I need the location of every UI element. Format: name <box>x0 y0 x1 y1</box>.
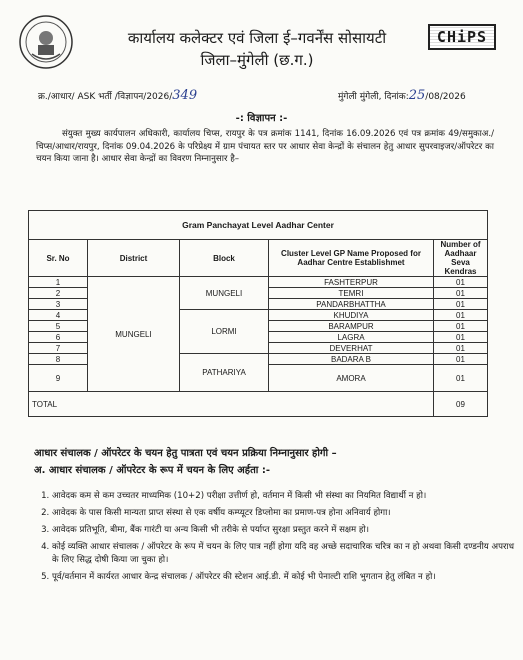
table-total-row <box>29 392 488 417</box>
reference-number <box>38 88 197 103</box>
date-prefix: मुंगेली मुंगेली, दिनांक: <box>338 92 409 102</box>
date-line <box>338 88 466 103</box>
cell-block-pathariya: PATHARIYA <box>180 354 269 392</box>
cell-gp: AMORA <box>269 365 434 392</box>
list-item: 2. आवेदक के पास किसी मान्यता प्राप्त संस्था से एक वर्षीय कम्प्यूटर डिप्लोमा का प्रमाण-पत्र होना अनिवार्य होगा। <box>52 507 514 520</box>
cell-count: 01 <box>434 354 488 365</box>
cell-srno: 9 <box>29 365 88 392</box>
col-header-district: District <box>88 240 180 277</box>
cell-srno: 2 <box>29 288 88 299</box>
total-label: TOTAL <box>29 392 434 417</box>
cell-count: 01 <box>434 332 488 343</box>
cell-district: MUNGELI <box>88 277 180 392</box>
cell-count: 01 <box>434 277 488 288</box>
cell-gp: FASHTERPUR <box>269 277 434 288</box>
table-row <box>29 277 488 288</box>
col-header-gp: Cluster Level GP Name Proposed for Aadhar Centre Establishmet <box>269 240 434 277</box>
cell-gp: LAGRA <box>269 332 434 343</box>
cell-srno: 1 <box>29 277 88 288</box>
reference-prefix: क्र./आधार/ ASK भर्ती /विज्ञापन/2026/ <box>38 92 173 102</box>
cell-count: 01 <box>434 288 488 299</box>
cell-srno: 8 <box>29 354 88 365</box>
notice-title: -: विज्ञापन :- <box>235 113 288 124</box>
list-item: 5. पूर्व/वर्तमान में कार्यरत आधार केन्द्र संचालक / ऑपरेटर की स्टेशन आई.डी. में कोई भी पेनाल्टी राशि भुगतान हेतु लंबित न हो। <box>52 571 514 584</box>
cell-srno: 7 <box>29 343 88 354</box>
list-item: 1. आवेदक कम से कम उच्चतर माध्यमिक (10+2) परीक्षा उत्तीर्ण हो, वर्तमान में किसी भी संस्था का नियमित विद्यार्थी न हो। <box>52 490 514 503</box>
table-title: Gram Panchayat Level Aadhar Center <box>29 211 488 240</box>
date-rest: /08/2026 <box>425 92 466 102</box>
date-handwritten-day: 25 <box>408 88 426 103</box>
cell-gp: PANDARBHATTHA <box>269 299 434 310</box>
chips-logo <box>428 24 496 50</box>
cell-gp: BARAMPUR <box>269 321 434 332</box>
criteria-list <box>34 490 514 588</box>
list-item: 3. आवेदक प्रतिभूति, बीमा, बैंक गारंटी या अन्य किसी भी तरीके से पर्याप्त सुरक्षा प्रस्तुत करने में सक्षम हो। <box>52 524 514 537</box>
office-title: कार्यालय कलेक्टर एवं जिला ई–गवर्नेंस सोसायटी <box>127 29 387 47</box>
list-item: 4. कोई व्यक्ति आधार संचालक / ऑपरेटर के रूप में चयन के लिए पात्र नहीं होगा यदि वह अच्छे सदाचारिक चरित्र का न हो अथवा किसी दण्डनीय अपराध के लिए सिद्ध दोषी किया जा चुका हो। <box>52 541 514 567</box>
col-header-kendras: Number of Aadhaar Seva Kendras <box>434 240 488 277</box>
cell-gp: KHUDIYA <box>269 310 434 321</box>
subsection-heading: अ. आधार संचालक / ऑपरेटर के रूप में चयन के लिए अर्हता :- <box>34 465 270 476</box>
cell-count: 01 <box>434 299 488 310</box>
col-header-block: Block <box>180 240 269 277</box>
total-value: 09 <box>434 392 488 417</box>
col-header-srno: Sr. No <box>29 240 88 277</box>
cell-srno: 5 <box>29 321 88 332</box>
chips-logo-text: CHiPS <box>436 28 488 46</box>
cell-count: 01 <box>434 310 488 321</box>
cell-srno: 6 <box>29 332 88 343</box>
cell-srno: 4 <box>29 310 88 321</box>
section-heading: आधार संचालक / ऑपरेटर के चयन हेतु पात्रता एवं चयन प्रक्रिया निम्नानुसार होगी – <box>34 448 337 459</box>
cell-count: 01 <box>434 321 488 332</box>
office-district: जिला–मुंगेली (छ.ग.) <box>200 51 314 69</box>
intro-paragraph: संयुक्त मुख्य कार्यपालन अधिकारी, कार्यालय चिप्स, रायपुर के पत्र क्रमांक 1141, दिनांक 16.09.2026 एवं पत्र क्रमांक 49/समुकाअ./चिप्स/आधार/रायपुर, दिनांक 09.04.2026 के परिप्रेक्ष्य में ग्राम पंचायत स्तर पर आधार सेवा केन्द्रों के संचालन हेतु आधार सुपरवाइजर/ऑपरेटर का चयन किया जाना है। आधार सेवा केन्द्रों का विवरण निम्नानुसार है– <box>36 129 494 164</box>
cell-gp: BADARA B <box>269 354 434 365</box>
state-emblem-icon <box>18 14 74 70</box>
cell-block-mungeli: MUNGELI <box>180 277 269 310</box>
cell-srno: 3 <box>29 299 88 310</box>
cell-block-lormi: LORMI <box>180 310 269 354</box>
reference-handwritten-number: 349 <box>172 88 198 103</box>
cell-gp: DEVERHAT <box>269 343 434 354</box>
cell-count: 01 <box>434 365 488 392</box>
aadhar-center-table <box>28 210 488 417</box>
cell-count: 01 <box>434 343 488 354</box>
cell-gp: TEMRI <box>269 288 434 299</box>
